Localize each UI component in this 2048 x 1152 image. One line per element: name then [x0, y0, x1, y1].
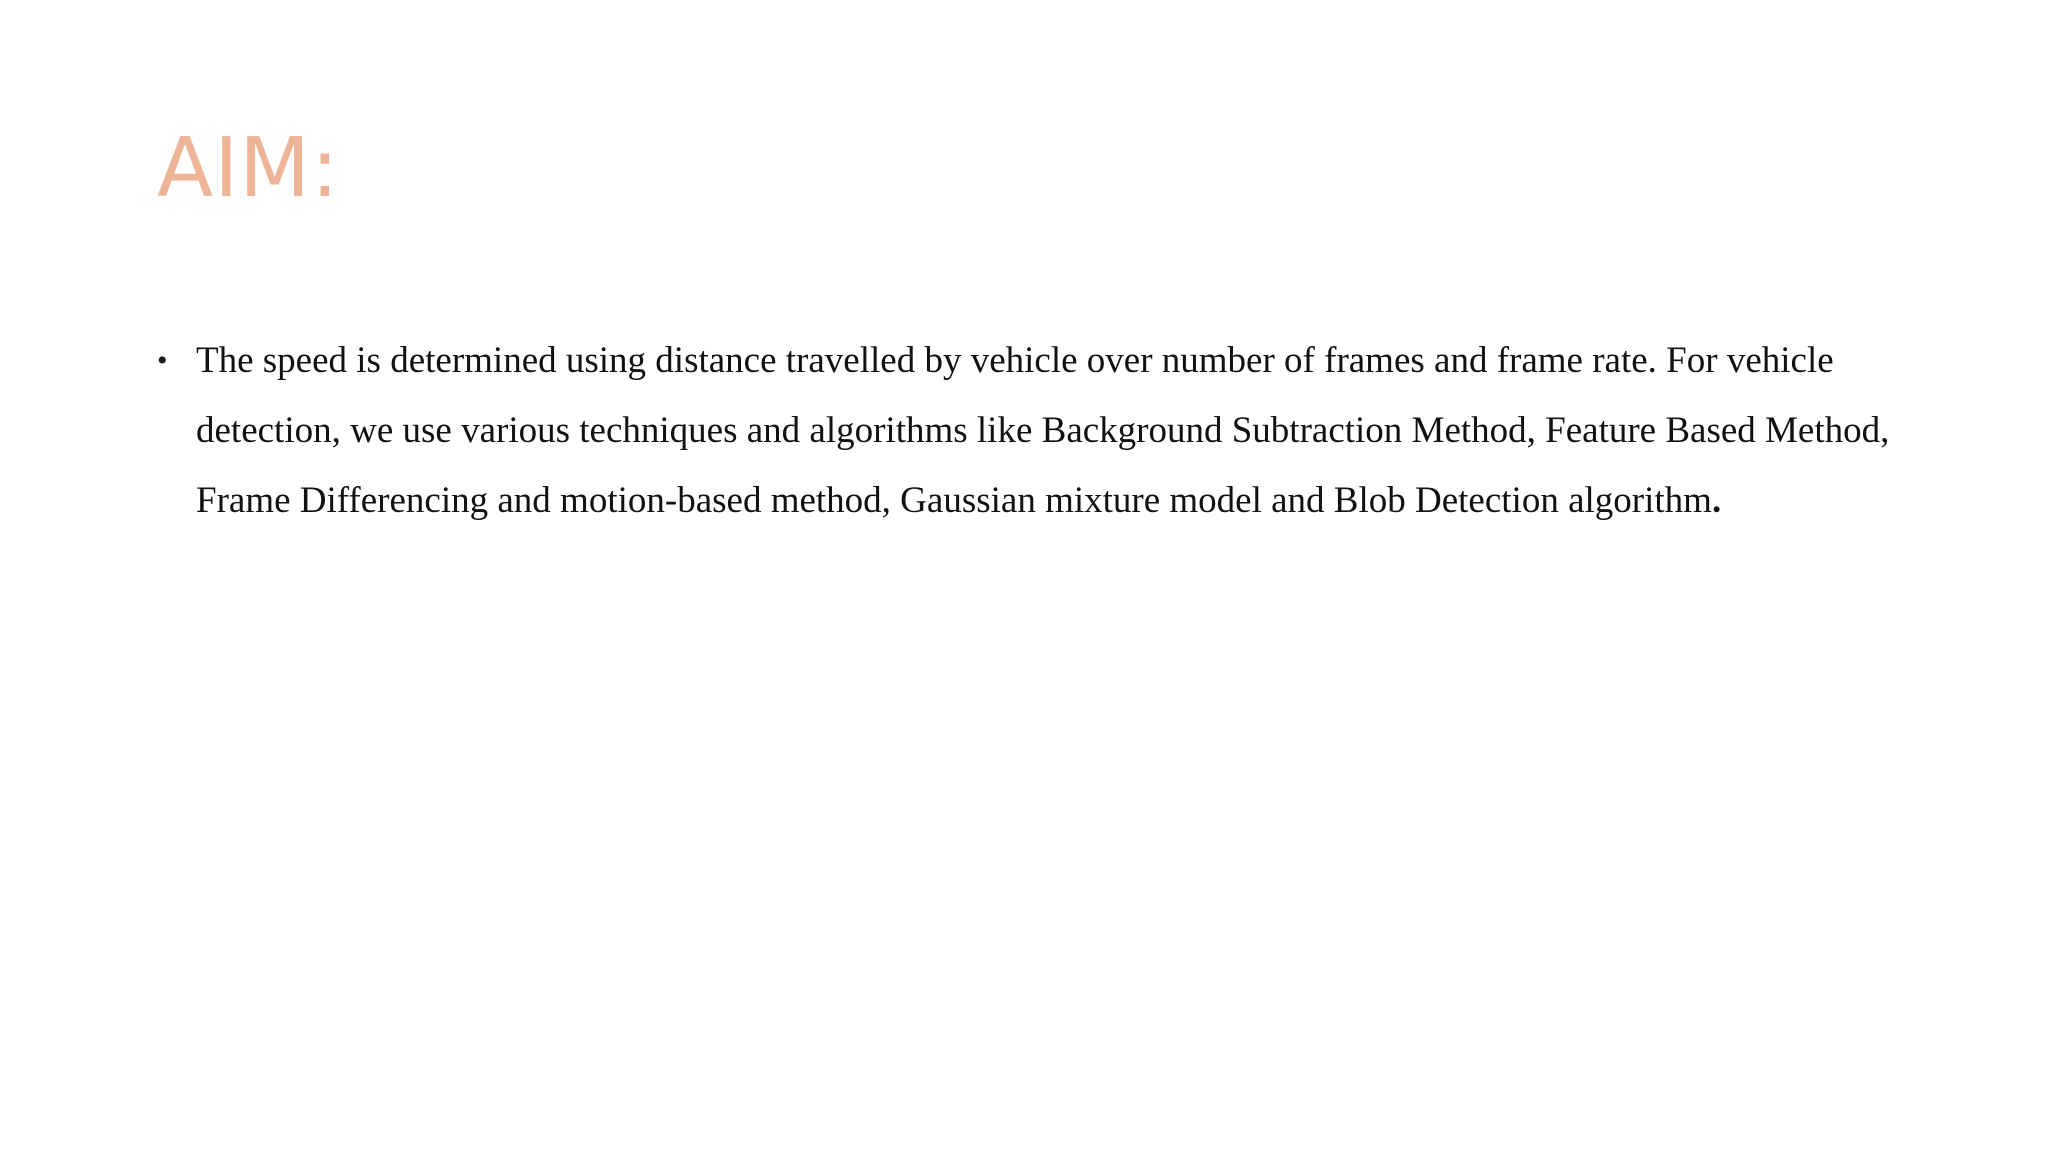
bullet-marker: •: [157, 344, 168, 377]
bullet-paragraph: [196, 326, 1897, 536]
bullet-list: [157, 326, 1897, 536]
slide-title: AIM:: [157, 121, 340, 216]
bullet-end-punctuation: .: [1711, 480, 1722, 521]
bullet-text: The speed is determined using distance travelled by vehicle over number of frames and frame rate. For vehicle detection, we use various techniques and algorithms like Background Subtraction Method, Feature Based Method, Frame Differencing and motion-based method, Gaussian mixture model and Blob Detection algorithm: [196, 340, 1890, 521]
bullet-item: [157, 326, 1897, 536]
